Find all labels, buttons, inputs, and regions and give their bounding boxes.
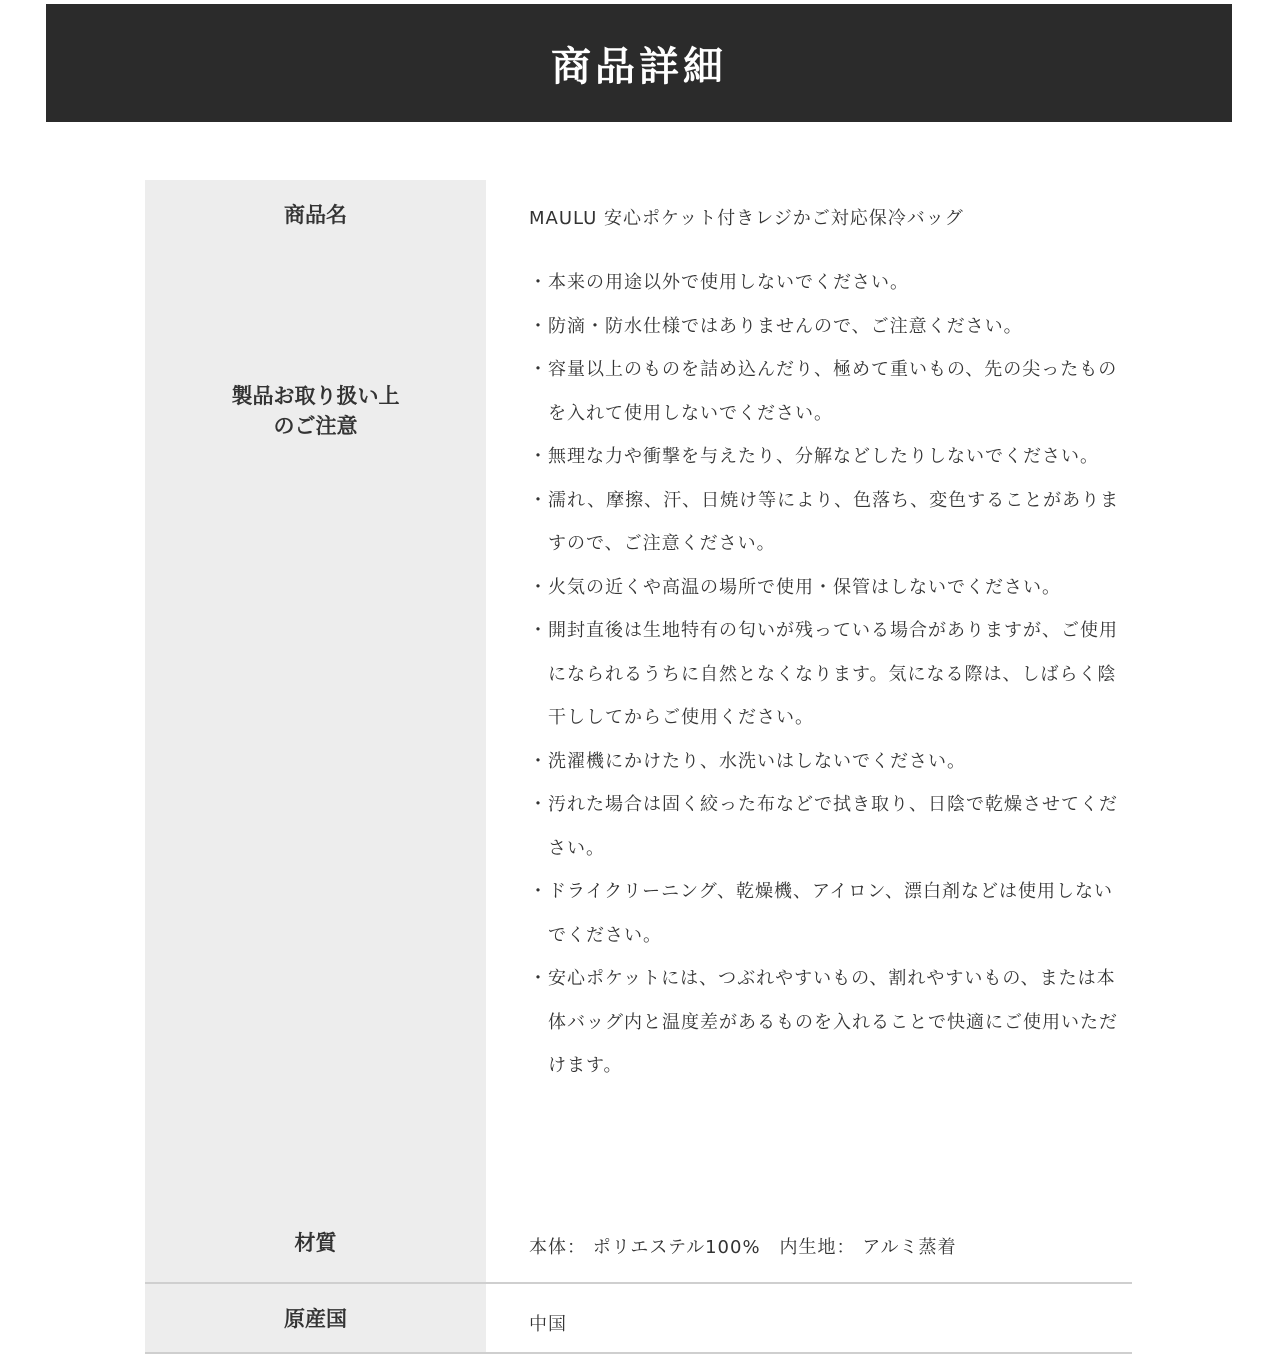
product-name-row: [145, 180, 1132, 261]
bullet: ・: [529, 750, 548, 772]
handling-note-text: 開封直後は生地特有の匂いが残っている場合がありますが、ご使用になられるうちに自然となくなります。気になる際は、しばらく陰干ししてからご使用ください。: [548, 620, 1118, 728]
handling-note-text: 容量以上のものを詰め込んだり、極めて重いもの、先の尖ったものを入れて使用しないでください。: [548, 359, 1118, 424]
handling-notes-label-line1: 製品お取り扱い上: [231, 384, 400, 408]
handling-note-text: 汚れた場合は固く絞った布などで拭き取り、日陰で乾燥させてください。: [548, 794, 1118, 859]
material-value: 本体： ポリエステル100% 内生地： アルミ蒸着: [529, 1237, 957, 1258]
handling-note-item: [529, 435, 1120, 479]
handling-note-text: 安心ポケットには、つぶれやすいもの、割れやすいもの、または本体バッグ内と温度差があるものを入れることで快適にご使用いただけます。: [548, 968, 1118, 1076]
bullet: ・: [529, 620, 548, 641]
handling-note-item: [529, 479, 1120, 566]
bullet: ・: [529, 446, 548, 467]
handling-note-text: 洗濯機にかけたり、水洗いはしないでください。: [548, 750, 966, 772]
bullet: ・: [529, 315, 548, 337]
handling-note-text: ドライクリーニング、乾燥機、アイロン、漂白剤などは使用しないでください。: [548, 881, 1113, 946]
handling-note-item: [529, 783, 1120, 870]
handling-notes-row: [145, 261, 1132, 1206]
origin-label: 原産国: [145, 1284, 486, 1352]
handling-note-item: [529, 566, 1120, 610]
bullet: ・: [529, 576, 548, 598]
handling-notes-label-line2: のご注意: [273, 414, 358, 438]
product-name-label: 商品名: [145, 180, 486, 261]
page-header: [46, 4, 1232, 122]
handling-note-item: [529, 957, 1120, 1088]
handling-note-item: [529, 870, 1120, 957]
handling-notes-label: [145, 261, 486, 1206]
bullet: ・: [529, 968, 548, 989]
handling-note-text: 火気の近くや高温の場所で使用・保管はしないでください。: [548, 576, 1061, 598]
handling-note-item: [529, 305, 1120, 349]
bullet: ・: [529, 794, 548, 815]
handling-note-text: 無理な力や衝撃を与えたり、分解などしたりしないでください。: [548, 446, 1099, 467]
origin-value: 中国: [529, 1314, 567, 1335]
product-details-table: [145, 180, 1132, 1354]
material-label: 材質: [145, 1206, 486, 1282]
handling-note-text: 濡れ、摩擦、汗、日焼け等により、色落ち、変色することがありますので、ご注意ください。: [548, 489, 1120, 554]
handling-note-item: [529, 348, 1120, 435]
handling-note-item: [529, 609, 1120, 740]
handling-note-text: 防滴・防水仕様ではありませんので、ご注意ください。: [548, 315, 1023, 337]
handling-notes-list: [529, 261, 1132, 1088]
handling-note-text: 本来の用途以外で使用しないでください。: [548, 272, 909, 293]
page-title: 商品詳細: [551, 43, 727, 90]
bullet: ・: [529, 272, 548, 293]
product-name-value: MAULU 安心ポケット付きレジかご対応保冷バッグ: [529, 208, 964, 229]
handling-notes-value: [486, 261, 1132, 1206]
bullet: ・: [529, 881, 548, 902]
bullet: ・: [529, 489, 548, 511]
material-row: [145, 1206, 1132, 1282]
handling-note-item: [529, 261, 1120, 305]
handling-note-item: [529, 740, 1120, 784]
origin-row: [145, 1284, 1132, 1352]
bullet: ・: [529, 359, 548, 380]
